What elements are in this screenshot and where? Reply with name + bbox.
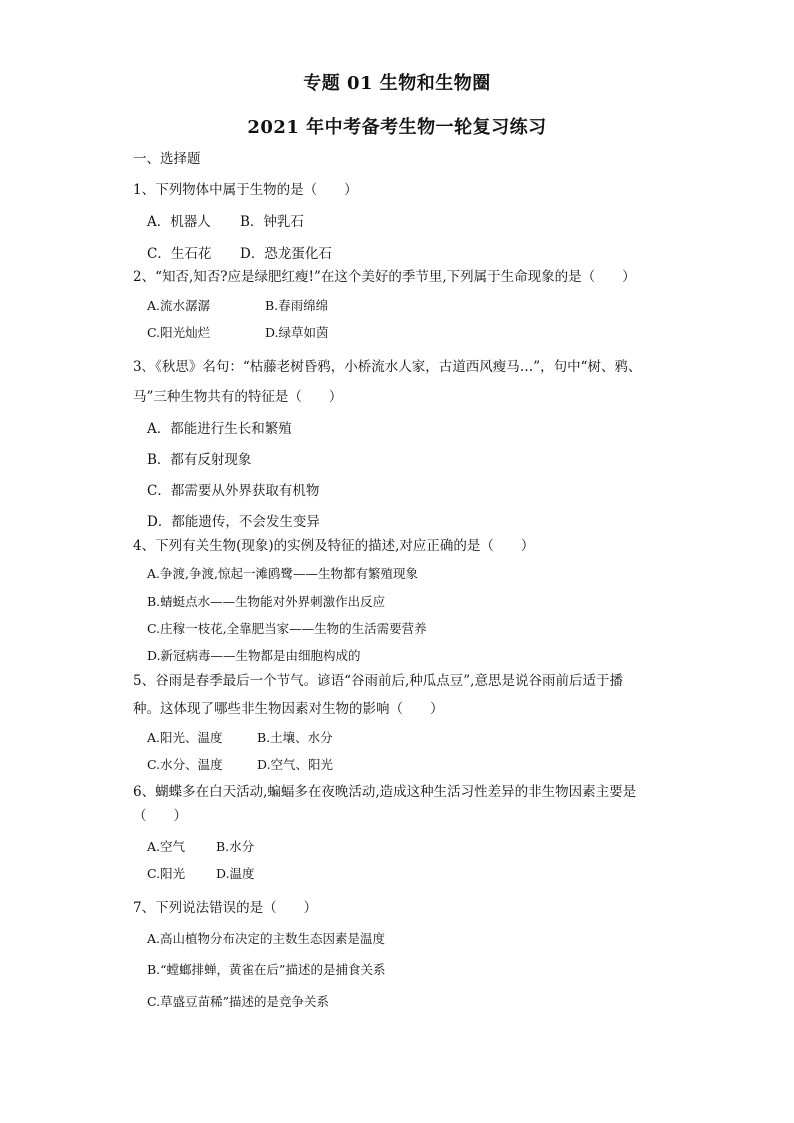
question-1-option-a: A．机器人 (147, 214, 211, 230)
question-4-option-b: B.蜻蜓点水——生物能对外界刺激作出反应 (147, 594, 386, 609)
question-6-option-a: A.空气 (147, 839, 186, 854)
question-4-option-d: D.新冠病毒——生物都是由细胞构成的 (147, 648, 361, 663)
question-6-option-c: C.阳光 (147, 866, 186, 881)
question-3-stem-line1: 3､《秋思》名句：“枯藤老树昏鸦，小桥流水人家，古道西风瘦马…”，句中“树、鸦、 (133, 359, 642, 375)
question-3-option-a: A．都能进行生长和繁殖 (147, 421, 292, 437)
question-5-options-row1 (147, 729, 333, 747)
question-4-stem: 4、下列有关生物(现象)的实例及特征的描述,对应正确的是（ ） (133, 538, 535, 554)
question-4-option-c: C.庄稼一枝花,全靠肥当家——生物的生活需要营养 (147, 621, 427, 636)
question-3-stem-line2: 马”三种生物共有的特征是（ ） (133, 389, 343, 405)
page-title: 专题 01 生物和生物圈 (303, 73, 491, 94)
question-6-stem-line1: 6、蝴蝶多在白天活动,蝙蝠多在夜晚活动,造成这种生活习性差异的非生物因素主要是 (133, 784, 637, 800)
question-6-option-d: D.温度 (216, 866, 255, 881)
question-7-stem: 7、下列说法错误的是（ ） (133, 900, 318, 916)
question-5-option-d: D.空气、阳光 (257, 757, 334, 772)
question-4-option-a: A.争渡,争渡,惊起一滩鸥鹭——生物都有繁殖现象 (147, 566, 418, 581)
question-1-options-row1 (147, 213, 304, 231)
question-3-option-d: D．都能遗传，不会发生变异 (147, 514, 320, 530)
question-1-option-d: D．恐龙蛋化石 (240, 246, 332, 262)
question-2-option-c: C.阳光灿烂 (147, 325, 211, 340)
question-2-options-row2 (147, 324, 329, 342)
question-1-option-b: B．钟乳石 (240, 214, 304, 230)
section-heading: 一、选择题 (133, 151, 201, 167)
question-5-option-a: A.阳光、温度 (147, 730, 223, 745)
question-1-option-c: C．生石花 (147, 246, 212, 262)
question-5-option-b: B.土壤、水分 (257, 730, 333, 745)
question-6-options-row1 (147, 838, 254, 856)
question-1-options-row2 (147, 245, 332, 263)
question-2-options-row1 (147, 297, 328, 315)
question-5-option-c: C.水分、温度 (147, 757, 223, 772)
question-2-option-d: D.绿草如茵 (265, 325, 329, 340)
question-6-options-row2 (147, 865, 255, 883)
question-3-option-c: C．都需要从外界获取有机物 (147, 483, 320, 499)
question-5-stem-line2: 种。这体现了哪些非生物因素对生物的影响（ ） (133, 701, 444, 717)
question-6-option-b: B.水分 (216, 839, 255, 854)
question-2-option-a: A.流水潺潺 (147, 298, 211, 313)
page-subtitle: 2021 年中考备考生物一轮复习练习 (247, 117, 547, 138)
question-3-option-b: B．都有反射现象 (147, 452, 252, 468)
question-5-stem-line1: 5、谷雨是春季最后一个节气。谚语“谷雨前后,种瓜点豆”,意思是说谷雨前后适于播 (133, 673, 623, 689)
question-2-option-b: B.春雨绵绵 (265, 298, 329, 313)
question-6-stem-line2: （ ） (133, 808, 187, 824)
question-7-option-a: A.高山植物分布决定的主数生态因素是温度 (147, 931, 386, 946)
question-7-option-b: B.“螳螂排蝉，黄雀在后”描述的是捕食关系 (147, 962, 386, 977)
question-7-option-c: C.草盛豆苗稀”描述的是竞争关系 (147, 994, 329, 1009)
question-1-stem: 1、下列物体中属于生物的是（ ） (133, 182, 358, 198)
question-5-options-row2 (147, 756, 333, 774)
question-2-stem: 2、“知否,知否?应是绿肥红瘦!”在这个美好的季节里,下列属于生命现象的是（ ） (133, 269, 636, 285)
